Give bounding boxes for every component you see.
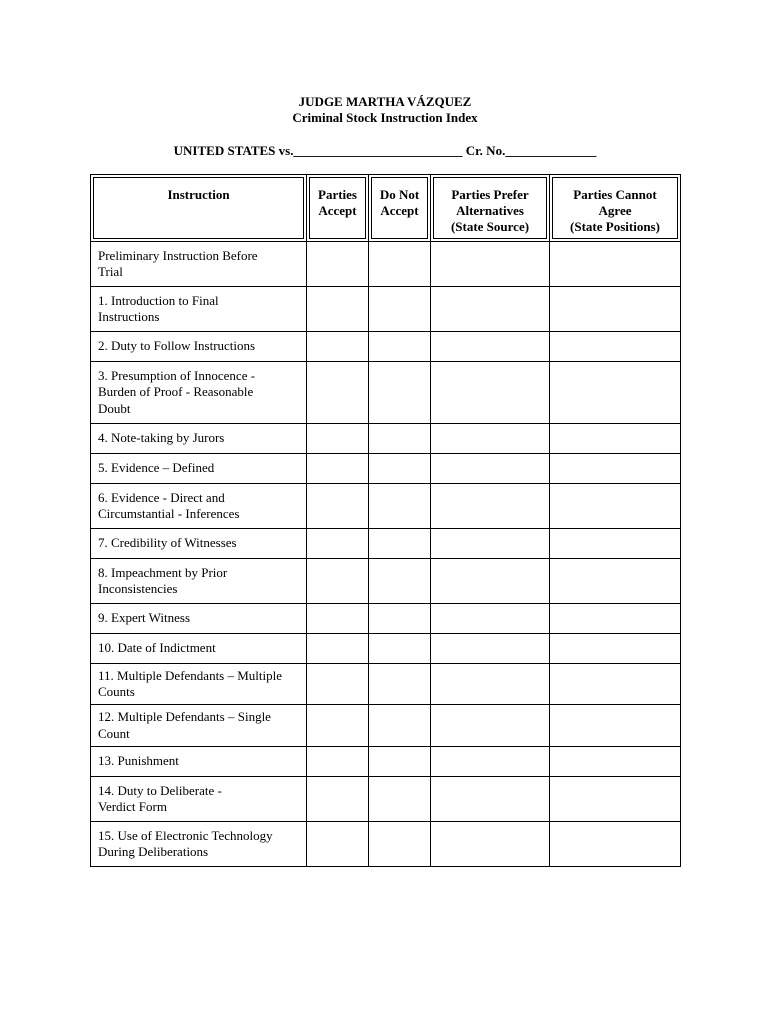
- col-parties-prefer-alternatives-cell[interactable]: [431, 822, 550, 867]
- col-parties-cannot-agree-cell[interactable]: [550, 529, 681, 559]
- instruction-cell: 11. Multiple Defendants – Multiple Counts: [91, 664, 307, 705]
- col-parties-cannot-agree-cell[interactable]: [550, 664, 681, 705]
- instruction-cell: 14. Duty to Deliberate - Verdict Form: [91, 777, 307, 822]
- table-row: [91, 242, 681, 287]
- col-parties-cannot-agree-cell[interactable]: [550, 604, 681, 634]
- col-parties-accept-cell[interactable]: [307, 454, 369, 484]
- col-parties-accept-cell[interactable]: [307, 559, 369, 604]
- col-parties-accept-cell[interactable]: [307, 242, 369, 287]
- col-parties-accept-cell[interactable]: [307, 529, 369, 559]
- col-parties-cannot-agree-cell[interactable]: [550, 362, 681, 424]
- col-parties-accept-cell[interactable]: [307, 664, 369, 705]
- table-row: [91, 332, 681, 362]
- col-parties-accept-cell[interactable]: [307, 634, 369, 664]
- instruction-cell: 1. Introduction to Final Instructions: [91, 287, 307, 332]
- col-parties-prefer-alternatives-cell[interactable]: [431, 242, 550, 287]
- table-body: [91, 242, 681, 867]
- table-row: [91, 424, 681, 454]
- col-do-not-accept-cell[interactable]: [369, 822, 431, 867]
- col-parties-prefer-alternatives-cell[interactable]: [431, 529, 550, 559]
- header-row: [91, 175, 681, 242]
- col-parties-cannot-agree-cell[interactable]: [550, 559, 681, 604]
- judge-name-heading: JUDGE MARTHA VÁZQUEZ: [298, 94, 472, 109]
- col-parties-prefer-alternatives-cell[interactable]: [431, 332, 550, 362]
- table-row: [91, 705, 681, 747]
- col-parties-cannot-agree-cell[interactable]: [550, 287, 681, 332]
- instruction-cell: 10. Date of Indictment: [91, 634, 307, 664]
- col-parties-accept-cell[interactable]: [307, 604, 369, 634]
- col-parties-cannot-agree-cell[interactable]: [550, 454, 681, 484]
- col-do-not-accept-cell[interactable]: [369, 242, 431, 287]
- instruction-cell: 6. Evidence - Direct and Circumstantial - Inferences: [91, 484, 307, 529]
- table-header: [91, 175, 681, 242]
- table-row: [91, 529, 681, 559]
- col-parties-cannot-agree-cell[interactable]: [550, 634, 681, 664]
- col-parties-accept-header: [307, 175, 369, 242]
- col-parties-accept-cell[interactable]: [307, 484, 369, 529]
- instruction-index-table: [90, 174, 681, 867]
- col-parties-prefer-alternatives-cell[interactable]: [431, 634, 550, 664]
- case-caption-line: UNITED STATES vs.__________________________ Cr. No.______________: [173, 143, 597, 158]
- instruction-cell: 3. Presumption of Innocence - Burden of Proof - Reasonable Doubt: [91, 362, 307, 424]
- col-parties-accept-cell[interactable]: [307, 424, 369, 454]
- col-parties-cannot-agree-cell[interactable]: [550, 242, 681, 287]
- col-parties-accept-cell[interactable]: [307, 362, 369, 424]
- col-do-not-accept-cell[interactable]: [369, 604, 431, 634]
- col-parties-accept-cell[interactable]: [307, 777, 369, 822]
- col-parties-prefer-alternatives-cell[interactable]: [431, 484, 550, 529]
- table-row: [91, 362, 681, 424]
- col-parties-prefer-alternatives-cell[interactable]: [431, 287, 550, 332]
- table-row: [91, 484, 681, 529]
- col-parties-prefer-alternatives-cell[interactable]: [431, 777, 550, 822]
- col-do-not-accept-cell[interactable]: [369, 777, 431, 822]
- col-parties-cannot-agree-cell[interactable]: [550, 822, 681, 867]
- col-parties-cannot-agree-cell[interactable]: [550, 777, 681, 822]
- col-do-not-accept-cell[interactable]: [369, 529, 431, 559]
- table-row: [91, 634, 681, 664]
- col-parties-cannot-agree-cell[interactable]: [550, 484, 681, 529]
- col-parties-accept-cell[interactable]: [307, 747, 369, 777]
- column-header-label: Instruction: [93, 177, 304, 239]
- col-parties-accept-cell[interactable]: [307, 822, 369, 867]
- column-header-label: Parties Cannot Agree (State Positions): [552, 177, 678, 239]
- col-parties-prefer-alternatives-cell[interactable]: [431, 559, 550, 604]
- instruction-cell: Preliminary Instruction Before Trial: [91, 242, 307, 287]
- table-row: [91, 747, 681, 777]
- table-row: [91, 454, 681, 484]
- col-do-not-accept-cell[interactable]: [369, 559, 431, 604]
- instruction-cell: 2. Duty to Follow Instructions: [91, 332, 307, 362]
- col-parties-accept-cell[interactable]: [307, 287, 369, 332]
- col-do-not-accept-cell[interactable]: [369, 454, 431, 484]
- column-header-label: Parties Accept: [309, 177, 366, 239]
- col-parties-prefer-alternatives-cell[interactable]: [431, 664, 550, 705]
- instruction-cell: 7. Credibility of Witnesses: [91, 529, 307, 559]
- table-row: [91, 604, 681, 634]
- col-do-not-accept-header: [369, 175, 431, 242]
- col-parties-cannot-agree-cell[interactable]: [550, 705, 681, 747]
- col-parties-cannot-agree-header: [550, 175, 681, 242]
- col-do-not-accept-cell[interactable]: [369, 332, 431, 362]
- col-parties-accept-cell[interactable]: [307, 332, 369, 362]
- col-parties-prefer-alternatives-cell[interactable]: [431, 604, 550, 634]
- col-parties-prefer-alternatives-cell[interactable]: [431, 424, 550, 454]
- table-row: [91, 777, 681, 822]
- col-do-not-accept-cell[interactable]: [369, 287, 431, 332]
- instruction-cell: 13. Punishment: [91, 747, 307, 777]
- col-instruction-header: [91, 175, 307, 242]
- instruction-cell: 5. Evidence – Defined: [91, 454, 307, 484]
- col-do-not-accept-cell[interactable]: [369, 747, 431, 777]
- table-row: [91, 287, 681, 332]
- col-do-not-accept-cell[interactable]: [369, 484, 431, 529]
- table-row: [91, 559, 681, 604]
- table-row: [91, 664, 681, 705]
- instruction-cell: 12. Multiple Defendants – Single Count: [91, 705, 307, 747]
- col-do-not-accept-cell[interactable]: [369, 362, 431, 424]
- col-parties-accept-cell[interactable]: [307, 705, 369, 747]
- col-parties-prefer-alternatives-cell[interactable]: [431, 362, 550, 424]
- instruction-cell: 4. Note-taking by Jurors: [91, 424, 307, 454]
- table-row: [91, 822, 681, 867]
- document-subtitle: Criminal Stock Instruction Index: [292, 110, 478, 125]
- instruction-cell: 9. Expert Witness: [91, 604, 307, 634]
- col-parties-prefer-alternatives-cell[interactable]: [431, 454, 550, 484]
- instruction-cell: 8. Impeachment by Prior Inconsistencies: [91, 559, 307, 604]
- column-header-label: Do Not Accept: [371, 177, 428, 239]
- col-do-not-accept-cell[interactable]: [369, 634, 431, 664]
- instruction-cell: 15. Use of Electronic Technology During Deliberations: [91, 822, 307, 867]
- col-parties-cannot-agree-cell[interactable]: [550, 747, 681, 777]
- col-parties-cannot-agree-cell[interactable]: [550, 424, 681, 454]
- col-parties-prefer-alternatives-header: [431, 175, 550, 242]
- col-parties-cannot-agree-cell[interactable]: [550, 332, 681, 362]
- col-do-not-accept-cell[interactable]: [369, 664, 431, 705]
- col-parties-prefer-alternatives-cell[interactable]: [431, 705, 550, 747]
- column-header-label: Parties Prefer Alternatives (State Source): [433, 177, 547, 239]
- col-do-not-accept-cell[interactable]: [369, 705, 431, 747]
- col-parties-prefer-alternatives-cell[interactable]: [431, 747, 550, 777]
- col-do-not-accept-cell[interactable]: [369, 424, 431, 454]
